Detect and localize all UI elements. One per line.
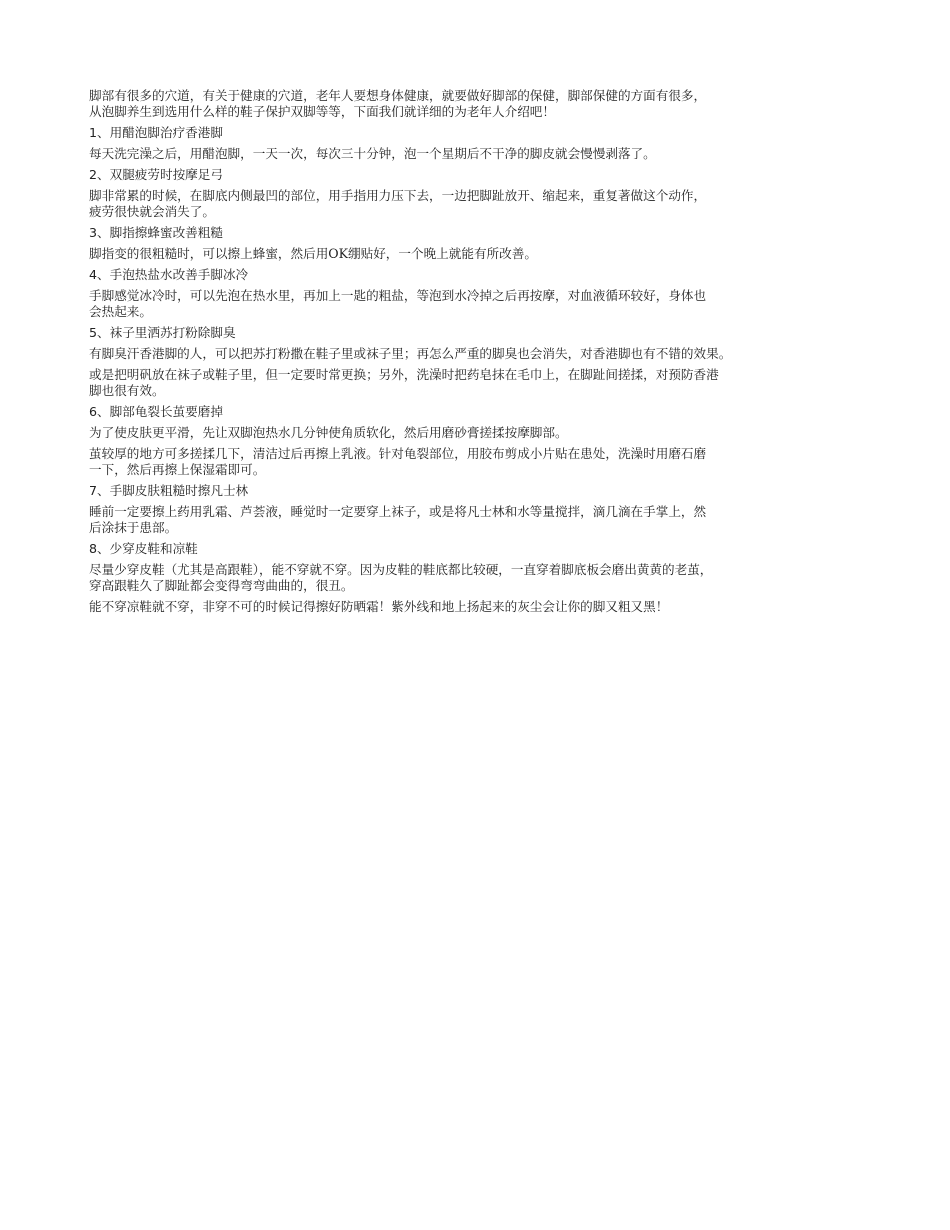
section-paragraph: 每天洗完澡之后，用醋泡脚，一天一次，每次三十分钟，泡一个星期后不干净的脚皮就会慢慢剥落了。 — [89, 146, 656, 161]
section-5 — [89, 325, 879, 399]
section-paragraph: 脚非常累的时候，在脚底内侧最凹的部位，用手指用力压下去，一边把脚趾放开、缩起来，重复著做这个动作， 疲劳很快就会消失了。 — [89, 188, 707, 219]
section-7 — [89, 483, 879, 536]
section-paragraph: 睡前一定要擦上药用乳霜、芦荟液，睡觉时一定要穿上袜子，或是将凡士林和水等量搅拌，滴几滴在手掌上，然 后涂抹于患部。 — [89, 504, 707, 535]
section-heading: 1、用醋泡脚治疗香港脚 — [89, 125, 223, 140]
section-paragraph: 茧较厚的地方可多搓揉几下，清洁过后再擦上乳液。针对龟裂部位，用胶布剪成小片贴在患处，洗澡时用磨石磨 一下，然后再擦上保湿霜即可。 — [89, 446, 707, 477]
section-1 — [89, 125, 879, 162]
section-paragraph: 手脚感觉冰冷时，可以先泡在热水里，再加上一匙的粗盐，等泡到水冷掉之后再按摩，对血液循环较好，身体也 会热起来。 — [89, 288, 707, 319]
section-heading: 6、脚部龟裂长茧要磨掉 — [89, 404, 223, 419]
section-paragraph: 有脚臭汗香港脚的人，可以把苏打粉撒在鞋子里或袜子里；再怎么严重的脚臭也会消失，对香港脚也有不错的效果。 — [89, 346, 732, 361]
section-paragraph: 或是把明矾放在袜子或鞋子里，但一定要时常更换；另外，洗澡时把药皂抹在毛巾上，在脚趾间搓揉，对预防香港 脚也很有效。 — [89, 367, 719, 398]
section-heading: 2、双腿疲劳时按摩足弓 — [89, 167, 223, 182]
section-8 — [89, 541, 879, 615]
section-heading: 8、少穿皮鞋和凉鞋 — [89, 541, 198, 556]
section-3 — [89, 225, 879, 262]
section-heading: 4、手泡热盐水改善手脚冰冷 — [89, 267, 249, 282]
section-heading: 5、袜子里洒苏打粉除脚臭 — [89, 325, 236, 340]
section-2 — [89, 167, 879, 220]
intro-paragraph: 脚部有很多的穴道，有关于健康的穴道，老年人要想身体健康，就要做好脚部的保健，脚部保健的方面有很多， 从泡脚养生到选用什么样的鞋子保护双脚等等，下面我们就详细的为老年人介绍吧！ — [89, 88, 707, 119]
section-heading: 3、脚指擦蜂蜜改善粗糙 — [89, 225, 223, 240]
section-paragraph: 尽量少穿皮鞋（尤其是高跟鞋），能不穿就不穿。因为皮鞋的鞋底都比较硬，一直穿着脚底板会磨出黄黄的老茧， 穿高跟鞋久了脚趾都会变得弯弯曲曲的，很丑。 — [89, 562, 713, 593]
section-paragraph: 能不穿凉鞋就不穿，非穿不可的时候记得擦好防晒霜！紫外线和地上扬起来的灰尘会让你的脚又粗又黑！ — [89, 599, 669, 614]
section-paragraph: 为了使皮肤更平滑，先让双脚泡热水几分钟使角质软化，然后用磨砂膏搓揉按摩脚部。 — [89, 425, 568, 440]
section-6 — [89, 404, 879, 478]
section-heading: 7、手脚皮肤粗糙时擦凡士林 — [89, 483, 249, 498]
section-paragraph: 脚指变的很粗糙时，可以擦上蜂蜜，然后用OK绷贴好，一个晚上就能有所改善。 — [89, 246, 537, 261]
document-body — [89, 88, 879, 620]
section-4 — [89, 267, 879, 320]
